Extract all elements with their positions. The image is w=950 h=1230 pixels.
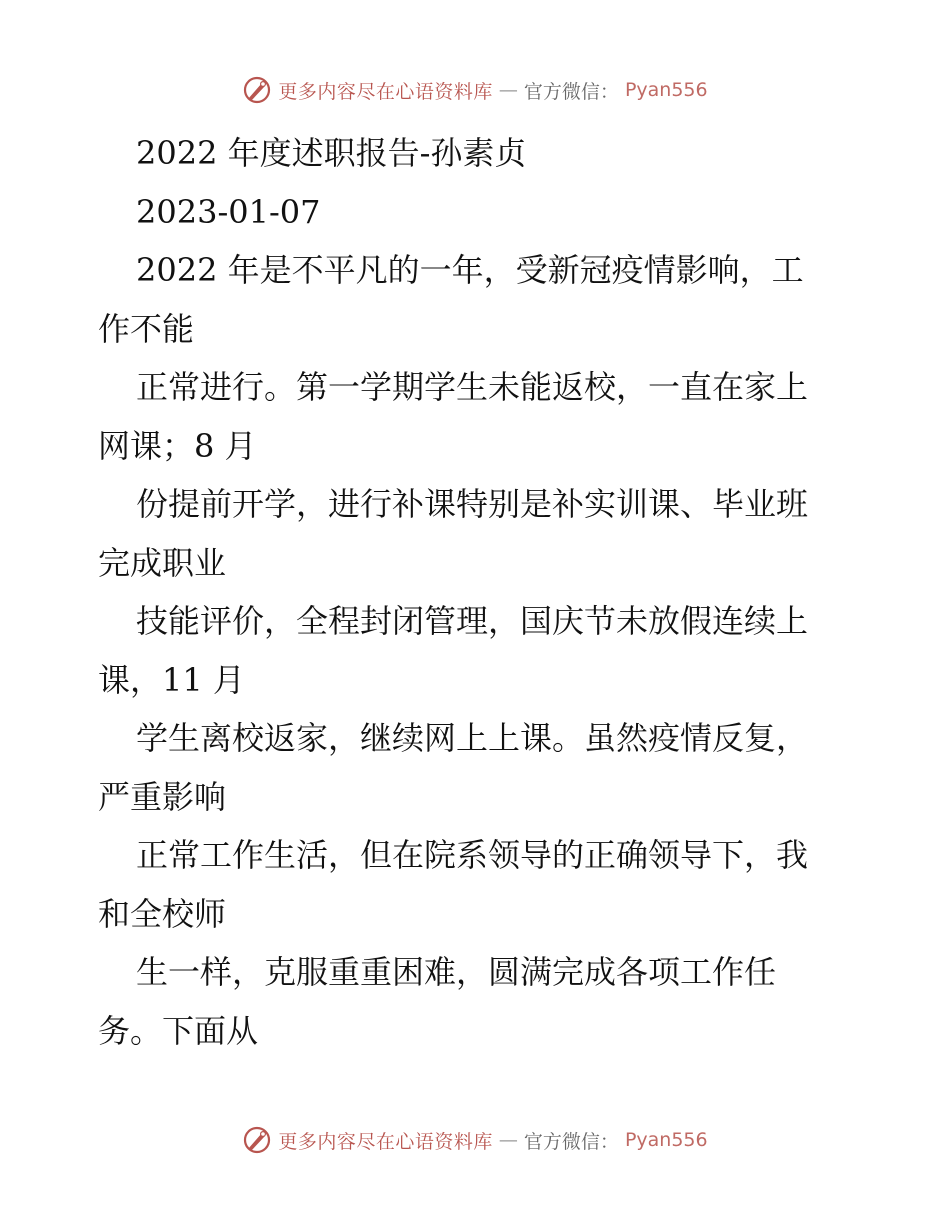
pen-logo-icon xyxy=(242,1125,272,1155)
watermark-separator: — xyxy=(498,79,518,101)
body-line: 网课；8 月 xyxy=(98,426,257,465)
body-line: 务。下面从 xyxy=(98,1011,259,1050)
pen-logo-icon xyxy=(242,75,272,105)
body-line: 课，11 月 xyxy=(98,660,245,699)
body-line: 生一样，克服重重困难，圆满完成各项工作任 xyxy=(136,953,777,991)
footer-watermark xyxy=(0,1120,950,1160)
body-line: 2022 年是不平凡的一年，受新冠疫情影响，工 xyxy=(136,251,804,289)
watermark-text: 更多内容尽在心语资料库 xyxy=(278,80,493,103)
watermark-label: 官方微信： xyxy=(523,1130,619,1153)
body-line: 严重影响 xyxy=(98,777,227,816)
body-line: 完成职业 xyxy=(98,543,227,582)
body-line: 学生离校返家，继续网上上课。虽然疫情反复， xyxy=(136,719,809,757)
body-line: 正常进行。第一学期学生未能返校，一直在家上 xyxy=(136,368,809,406)
watermark-id: Pyan556 xyxy=(624,79,708,101)
header-watermark xyxy=(0,70,950,110)
body-line: 正常工作生活，但在院系领导的正确领导下，我 xyxy=(136,836,809,874)
watermark-id: Pyan556 xyxy=(624,1129,708,1151)
body-line: 作不能 xyxy=(98,309,195,348)
document-date: 2023-01-07 xyxy=(136,192,321,231)
watermark-label: 官方微信： xyxy=(523,80,619,103)
document-body xyxy=(98,124,868,1060)
body-line: 技能评价，全程封闭管理，国庆节未放假连续上 xyxy=(136,602,809,640)
watermark-separator: — xyxy=(498,1129,518,1151)
body-line: 份提前开学，进行补课特别是补实训课、毕业班 xyxy=(136,485,809,523)
watermark-text: 更多内容尽在心语资料库 xyxy=(278,1130,493,1153)
body-line: 和全校师 xyxy=(98,894,227,933)
document-title: 2022 年度述职报告-孙素贞 xyxy=(136,134,527,172)
